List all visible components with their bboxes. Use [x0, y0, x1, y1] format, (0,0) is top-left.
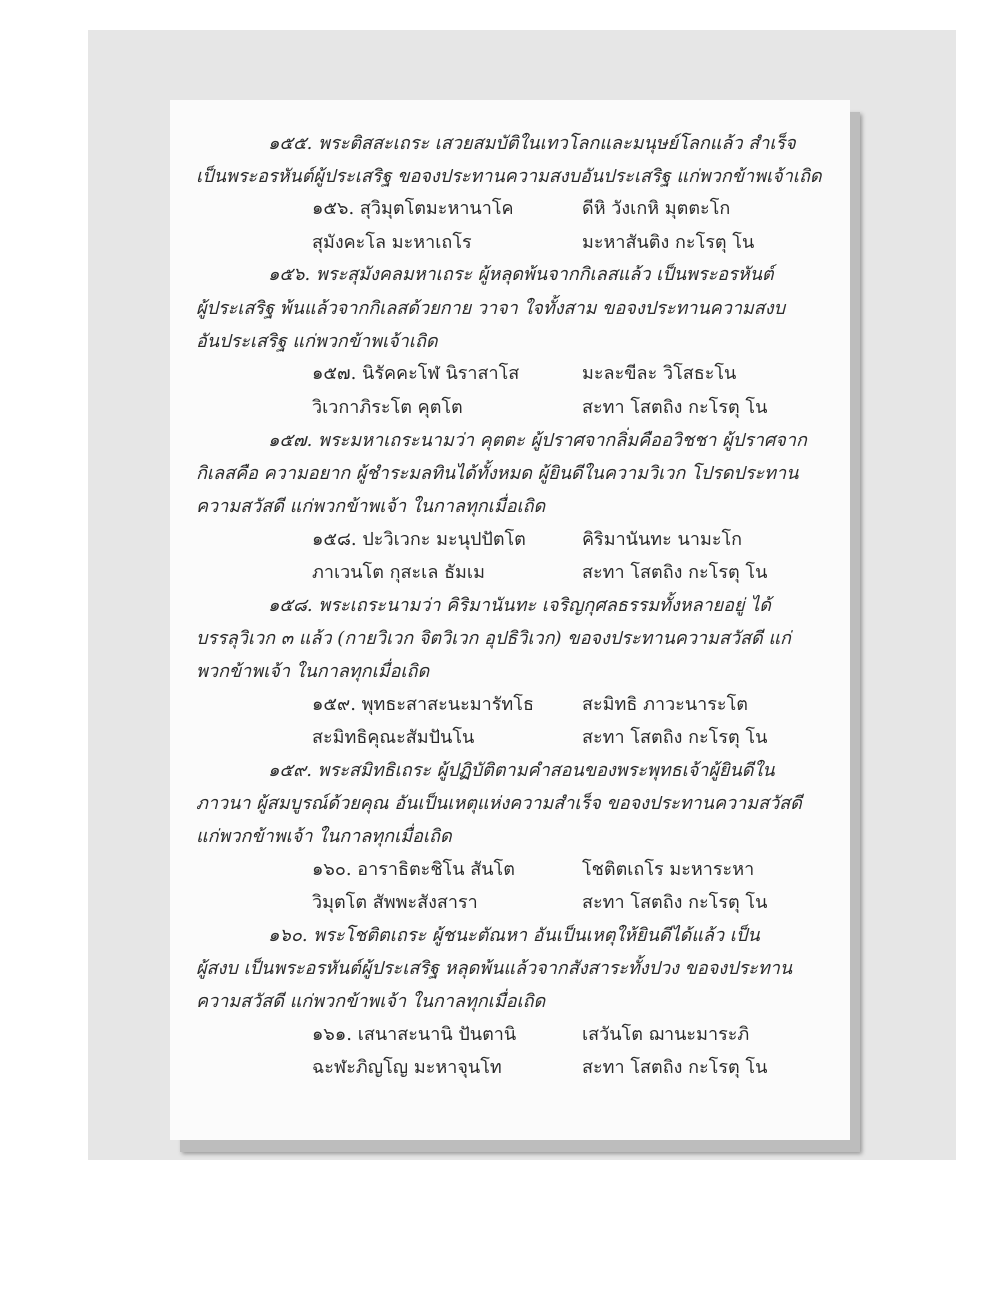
verse-line: สะทา โสตถิง กะโรตุ โน	[582, 892, 768, 913]
verse-line: ๑๖๐. อาราธิตะชิโน สันโต	[312, 859, 515, 880]
translation-line: อันประเสริฐ แก่พวกข้าพเจ้าเถิด	[196, 331, 438, 352]
verse-line: สะมิทธิคุณะสัมปันโน	[312, 727, 475, 748]
translation-line: ๑๕๙. พระสมิทธิเถระ ผู้ปฏิบัติตามคำสอนของพระพุทธเจ้าผู้ยินดีใน	[268, 760, 775, 781]
verse-line: วิเวกาภิระโต คุตโต	[312, 397, 463, 418]
verse-line: โชติตเถโร มะหาระหา	[582, 859, 755, 880]
translation-line: ๑๕๕. พระติสสะเถระ เสวยสมบัติในเทวโลกและมนุษย์โลกแล้ว สำเร็จ	[268, 133, 796, 154]
translation-line: กิเลสคือ ความอยาก ผู้ชำระมลทินได้ทั้งหมด ผู้ยินดีในความวิเวก โปรดประทาน	[196, 463, 799, 484]
translation-line: ๑๕๘. พระเถระนามว่า คิริมานันทะ เจริญกุศลธรรมทั้งหลายอยู่ ได้	[268, 595, 771, 616]
verse-line: สุมังคะโล มะหาเถโร	[312, 232, 472, 253]
translation-line: ความสวัสดี แก่พวกข้าพเจ้า ในกาลทุกเมื่อเถิด	[196, 496, 546, 517]
verse-line: สะทา โสตถิง กะโรตุ โน	[582, 397, 768, 418]
verse-line: ภาเวนโต กุสะเล ธัมเม	[312, 562, 485, 583]
verse-line: ๑๕๗. นิรัคคะโฬ นิราสาโส	[312, 363, 520, 384]
translation-line: ๑๕๖. พระสุมังคลมหาเถระ ผู้หลุดพ้นจากกิเลสแล้ว เป็นพระอรหันต์	[268, 264, 774, 285]
verse-line: สะทา โสตถิง กะโรตุ โน	[582, 1057, 768, 1078]
translation-line: ผู้ประเสริฐ พ้นแล้วจากกิเลสด้วยกาย วาจา ใจทั้งสาม ขอจงประทานความสงบ	[196, 298, 785, 319]
book-page	[170, 100, 850, 1140]
translation-line: บรรลุวิเวก ๓ แล้ว (กายวิเวก จิตวิเวก อุปธิวิเวก) ขอจงประทานความสวัสดี แก่	[196, 628, 791, 649]
verse-line: มะหาสันติง กะโรตุ โน	[582, 232, 755, 253]
verse-line: ฉะฬะภิญโญ มะหาจุนโท	[312, 1057, 502, 1078]
translation-line: ความสวัสดี แก่พวกข้าพเจ้า ในกาลทุกเมื่อเถิด	[196, 991, 546, 1012]
verse-line: ๑๕๖. สุวิมุตโตมะหานาโค	[312, 198, 514, 219]
verse-line: เสวันโต ฌานะมาระภิ	[582, 1024, 750, 1045]
verse-line: ดีหิ วังเกหิ มุตตะโก	[582, 198, 731, 219]
verse-line: สะมิทธิ ภาวะนาระโต	[582, 694, 748, 715]
translation-line: ผู้สงบ เป็นพระอรหันต์ผู้ประเสริฐ หลุดพ้นแล้วจากสังสาระทั้งปวง ขอจงประทาน	[196, 958, 793, 979]
verse-line: ๑๕๘. ปะวิเวกะ มะนุปปัตโต	[312, 529, 526, 550]
verse-line: สะทา โสตถิง กะโรตุ โน	[582, 562, 768, 583]
translation-line: เป็นพระอรหันต์ผู้ประเสริฐ ขอจงประทานความสงบอันประเสริฐ แก่พวกข้าพเจ้าเถิด	[196, 166, 822, 187]
translation-line: ๑๖๐. พระโชติตเถระ ผู้ชนะตัณหา อันเป็นเหตุให้ยินดีได้แล้ว เป็น	[268, 925, 760, 946]
verse-line: คิริมานันทะ นามะโก	[582, 529, 743, 550]
verse-line: สะทา โสตถิง กะโรตุ โน	[582, 727, 768, 748]
translation-line: พวกข้าพเจ้า ในกาลทุกเมื่อเถิด	[196, 661, 430, 682]
verse-line: มะละขีละ วิโสธะโน	[582, 363, 737, 384]
translation-line: ภาวนา ผู้สมบูรณ์ด้วยคุณ อันเป็นเหตุแห่งความสำเร็จ ขอจงประทานความสวัสดี	[196, 793, 802, 814]
verse-line: ๑๕๙. พุทธะสาสะนะมารัทโธ	[312, 694, 534, 715]
verse-line: วิมุตโต สัพพะสังสารา	[312, 892, 478, 913]
translation-line: ๑๕๗. พระมหาเถระนามว่า คุตตะ ผู้ปราศจากลิ่มคืออวิชชา ผู้ปราศจาก	[268, 430, 807, 451]
verse-line: ๑๖๑. เสนาสะนานิ ปันตานิ	[312, 1024, 517, 1045]
translation-line: แก่พวกข้าพเจ้า ในกาลทุกเมื่อเถิด	[196, 826, 452, 847]
